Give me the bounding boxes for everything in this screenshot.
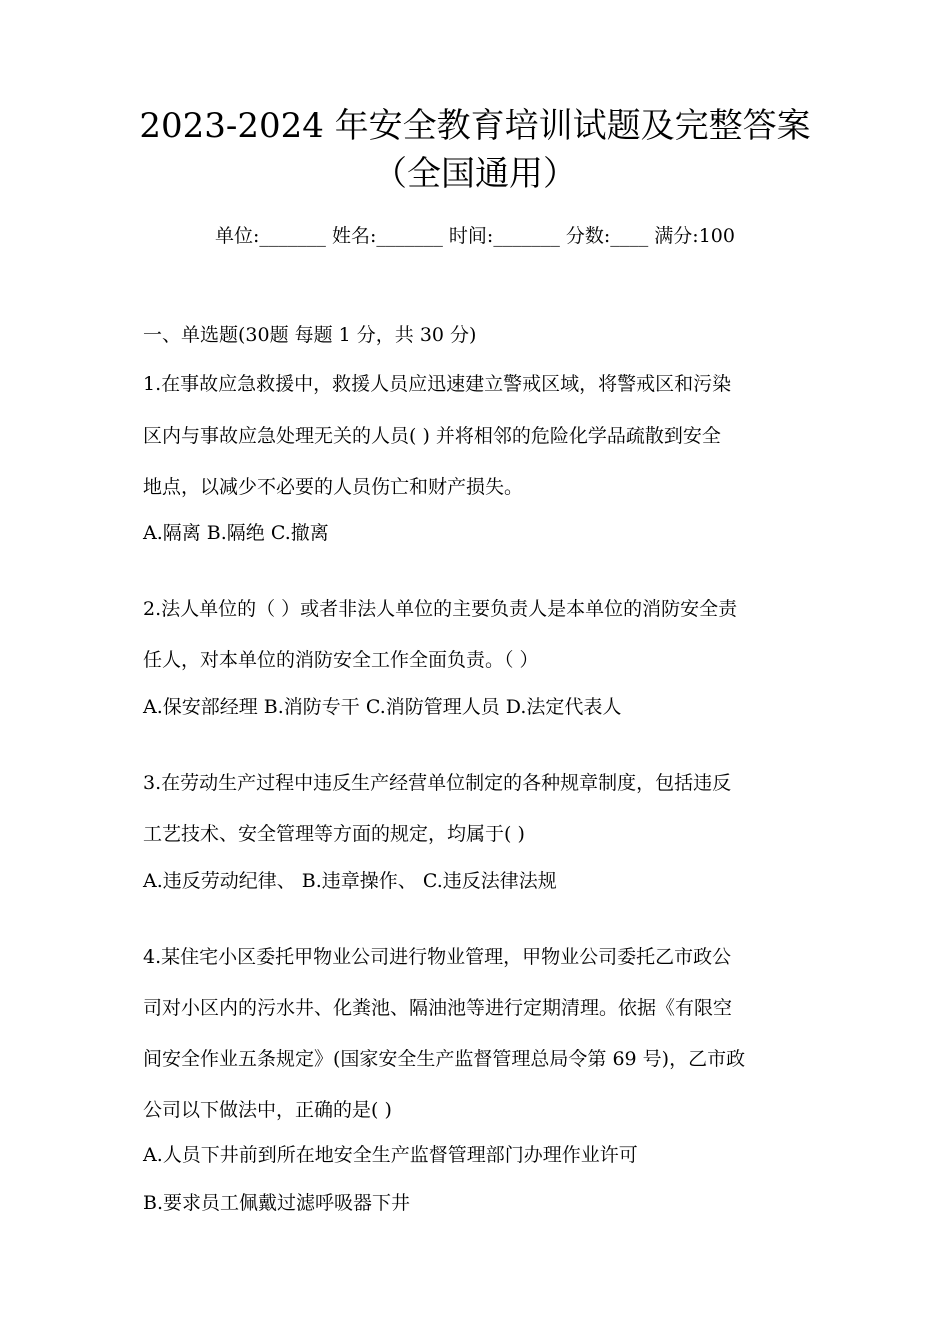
question-2-options: A.保安部经理 B.消防专干 C.消防管理人员 D.法定代表人 (143, 696, 622, 718)
question-4-stem-line-2: 司对小区内的污水井、化粪池、隔油池等进行定期清理。依据《有限空 (143, 997, 733, 1019)
section-heading: 一、单选题(30题 每题 1 分，共 30 分) (143, 324, 477, 346)
question-1-stem-line-1: 1.在事故应急救援中，救援人员应迅速建立警戒区域，将警戒区和污染 (143, 373, 732, 395)
question-3-stem-line-2: 工艺技术、安全管理等方面的规定，均属于( ) (143, 823, 525, 845)
document-title-line-1: 2023-2024 年安全教育培训试题及完整答案 (139, 106, 811, 146)
question-2-stem-line-1: 2.法人单位的（ ）或者非法人单位的主要负责人是本单位的消防安全责 (143, 598, 738, 620)
question-3-options: A.违反劳动纪律、 B.违章操作、 C.违反法律法规 (143, 870, 557, 892)
question-1-options: A.隔离 B.隔绝 C.撤离 (143, 522, 329, 544)
question-3-stem-line-1: 3.在劳动生产过程中违反生产经营单位制定的各种规章制度，包括违反 (143, 772, 732, 794)
question-4-stem-line-4: 公司以下做法中，正确的是( ) (143, 1099, 392, 1121)
question-4-stem-line-1: 4.某住宅小区委托甲物业公司进行物业管理，甲物业公司委托乙市政公 (143, 946, 732, 968)
exam-info-line: 单位:_______ 姓名:_______ 时间:_______ 分数:____ 满分:100 (215, 225, 735, 247)
question-4-option-a: A.人员下井前到所在地安全生产监督管理部门办理作业许可 (143, 1144, 638, 1166)
question-4-option-b: B.要求员工佩戴过滤呼吸器下井 (143, 1192, 411, 1214)
document-title-line-2: （全国通用） (373, 154, 577, 194)
question-4-stem-line-3: 间安全作业五条规定》(国家安全生产监督管理总局令第 69 号)，乙市政 (143, 1048, 746, 1070)
question-1-stem-line-3: 地点，以减少不必要的人员伤亡和财产损失。 (143, 476, 524, 498)
question-2-stem-line-2: 任人，对本单位的消防安全工作全面负责。（ ） (143, 649, 539, 671)
question-1-stem-line-2: 区内与事故应急处理无关的人员( ) 并将相邻的危险化学品疏散到安全 (143, 425, 721, 447)
